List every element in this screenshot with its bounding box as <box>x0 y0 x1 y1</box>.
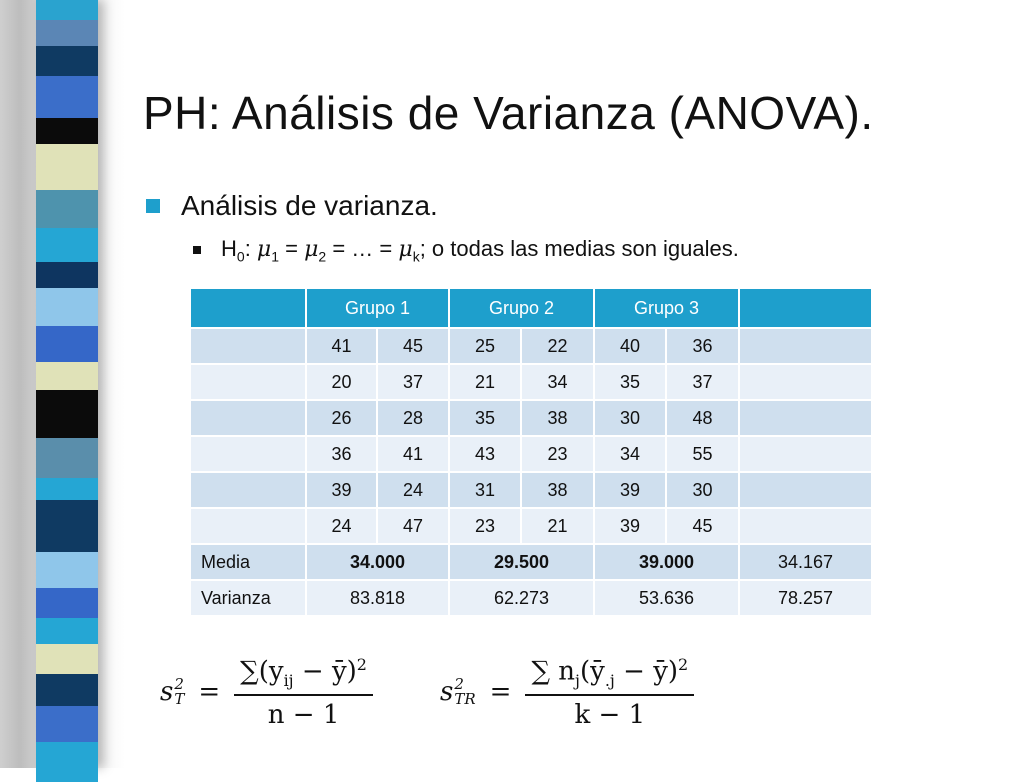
table-cell: 30 <box>594 400 666 436</box>
table-cell: 39 <box>594 472 666 508</box>
table-cell: 20 <box>306 364 377 400</box>
formula-total-fraction <box>234 655 373 730</box>
table-cell: 39 <box>594 508 666 544</box>
table-cell: 31 <box>449 472 521 508</box>
row-label-cell <box>190 472 306 508</box>
bullet-level1 <box>146 190 438 222</box>
left-decorative-strip <box>36 0 98 768</box>
total-cell <box>739 508 872 544</box>
table-cell: 41 <box>377 436 449 472</box>
table-cell: 47 <box>377 508 449 544</box>
table-cell: 38 <box>521 472 594 508</box>
media-label: Media <box>190 544 306 580</box>
anova-data-table <box>189 287 873 617</box>
bullet-level2 <box>193 236 739 264</box>
formula-treatment-denominator: k − 1 <box>574 699 646 730</box>
table-cell: 26 <box>306 400 377 436</box>
table-cell: 24 <box>306 508 377 544</box>
table-cell: 41 <box>306 328 377 364</box>
varianza-grupo-2: 62.273 <box>449 580 594 616</box>
table-row <box>190 328 872 364</box>
table-cell: 45 <box>666 508 739 544</box>
row-label-cell <box>190 508 306 544</box>
total-cell <box>739 436 872 472</box>
table-cell: 21 <box>521 508 594 544</box>
media-grupo-3: 39.000 <box>594 544 739 580</box>
table-cell: 37 <box>666 364 739 400</box>
small-square-bullet-icon <box>193 246 201 254</box>
formula-treatment-fraction <box>525 655 694 730</box>
table-cell: 36 <box>306 436 377 472</box>
table-cell: 21 <box>449 364 521 400</box>
table-cell: 39 <box>306 472 377 508</box>
table-cell: 34 <box>521 364 594 400</box>
table-header-row <box>190 288 872 328</box>
header-cell-total <box>739 288 872 328</box>
table-cell: 45 <box>377 328 449 364</box>
bullet-level1-text: Análisis de varianza. <box>181 190 438 221</box>
row-label-cell <box>190 400 306 436</box>
table-row <box>190 472 872 508</box>
table-cell: 40 <box>594 328 666 364</box>
total-cell <box>739 400 872 436</box>
table-cell: 35 <box>594 364 666 400</box>
square-bullet-icon <box>146 199 160 213</box>
table-cell: 22 <box>521 328 594 364</box>
header-grupo-2: Grupo 2 <box>449 288 594 328</box>
formula-treatment-lhs: s 2 TR <box>440 675 476 709</box>
table-cell: 28 <box>377 400 449 436</box>
formula-total-denominator: n − 1 <box>267 699 340 730</box>
media-total: 34.167 <box>739 544 872 580</box>
table-cell: 23 <box>521 436 594 472</box>
row-label-cell <box>190 364 306 400</box>
table-cell: 25 <box>449 328 521 364</box>
table-row <box>190 436 872 472</box>
row-label-cell <box>190 436 306 472</box>
table-cell: 23 <box>449 508 521 544</box>
row-label-cell <box>190 328 306 364</box>
varianza-row <box>190 580 872 616</box>
media-grupo-2: 29.500 <box>449 544 594 580</box>
header-grupo-1: Grupo 1 <box>306 288 449 328</box>
formula-total-numerator: $\sum(y_{ij}$ − ȳ)$^2$ <box>234 655 373 696</box>
table-cell: 43 <box>449 436 521 472</box>
header-cell-empty <box>190 288 306 328</box>
table-cell: 37 <box>377 364 449 400</box>
formula-treatment-numerator: ∑ $n_j(ȳ_{.j}$ − ȳ)$^2$ <box>525 655 694 696</box>
total-cell <box>739 472 872 508</box>
varianza-label: Varianza <box>190 580 306 616</box>
table-cell: 30 <box>666 472 739 508</box>
table-row <box>190 364 872 400</box>
slide-title: PH: Análisis de Varianza (ANOVA). <box>143 87 874 139</box>
table-row <box>190 508 872 544</box>
total-cell <box>739 364 872 400</box>
header-grupo-3: Grupo 3 <box>594 288 739 328</box>
varianza-grupo-3: 53.636 <box>594 580 739 616</box>
varianza-total: 78.257 <box>739 580 872 616</box>
formula-total-lhs: s 2 T <box>160 675 185 709</box>
table-cell: 48 <box>666 400 739 436</box>
total-cell <box>739 328 872 364</box>
hypothesis-text: $H_0$: $\mu_1 = \mu_2$ = … = $\mu_k$; o todas las medias son iguales. <box>221 236 739 265</box>
varianza-grupo-1: 83.818 <box>306 580 449 616</box>
table-cell: 34 <box>594 436 666 472</box>
table-row <box>190 400 872 436</box>
table-cell: 36 <box>666 328 739 364</box>
table-cell: 24 <box>377 472 449 508</box>
formula-total-variance: s 2 T = $\frac{\sum(y_{ij} - ȳ)^2}{n - 1}$ <box>160 655 373 730</box>
media-row <box>190 544 872 580</box>
formula-treatment-variance: s 2 TR = $\frac{\sum n_j(ȳ_{.j} - ȳ)^2}{k - 1}$ <box>440 655 694 730</box>
table-cell: 38 <box>521 400 594 436</box>
table-cell: 55 <box>666 436 739 472</box>
table-cell: 35 <box>449 400 521 436</box>
media-grupo-1: 34.000 <box>306 544 449 580</box>
